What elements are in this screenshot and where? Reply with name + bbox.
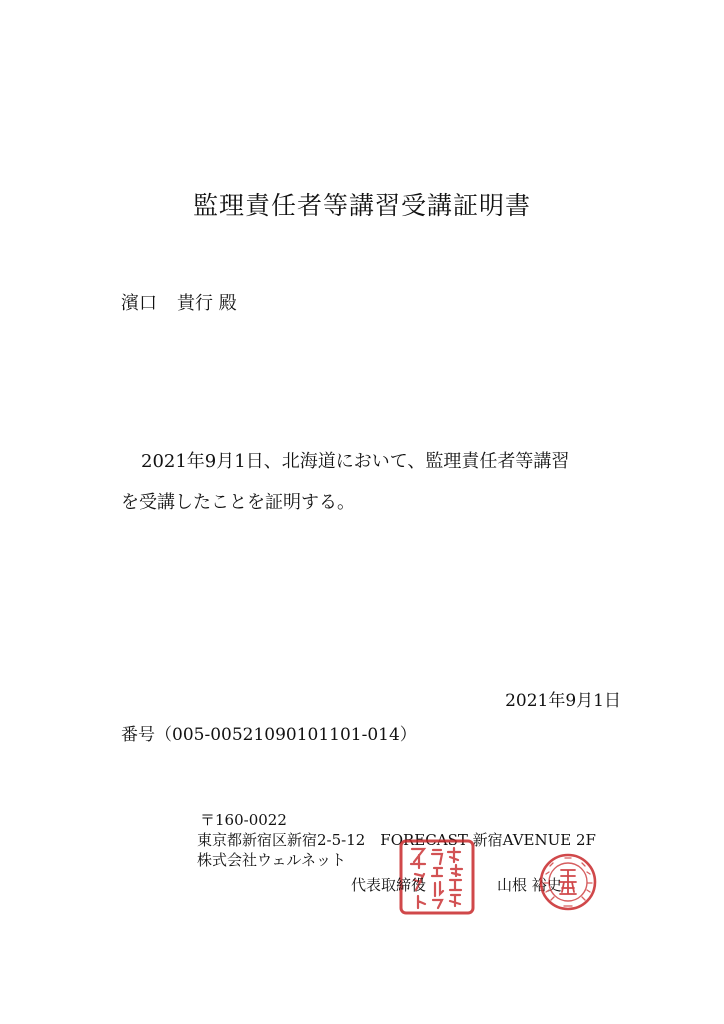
issue-date: 2021年9月1日 [505,691,621,711]
issuer-postal-code: 〒160-0022 [200,811,287,829]
representative-name: 山根 裕史 [497,876,562,894]
certificate-body-line-2: を受講したことを証明する。 [121,492,355,513]
representative-seal-stamp [538,852,598,912]
certificate-body-line-1: 2021年9月1日、北海道において、監理責任者等講習 [141,451,570,472]
representative-title: 代表取締役 [351,876,427,894]
recipient-given-name: 貴行 [177,293,213,314]
recipient-honorific: 殿 [218,293,237,314]
recipient [121,289,237,315]
issuer-address: 東京都新宿区新宿2-5-12 FORECAST 新宿AVENUE 2F [197,831,596,849]
page-title: 監理責任者等講習受講証明書 [192,191,531,220]
certificate-number: 番号（005-00521090101101-014） [121,725,417,745]
recipient-surname: 濱口 [121,293,157,314]
issuer-company: 株式会社ウェルネット [197,851,346,869]
